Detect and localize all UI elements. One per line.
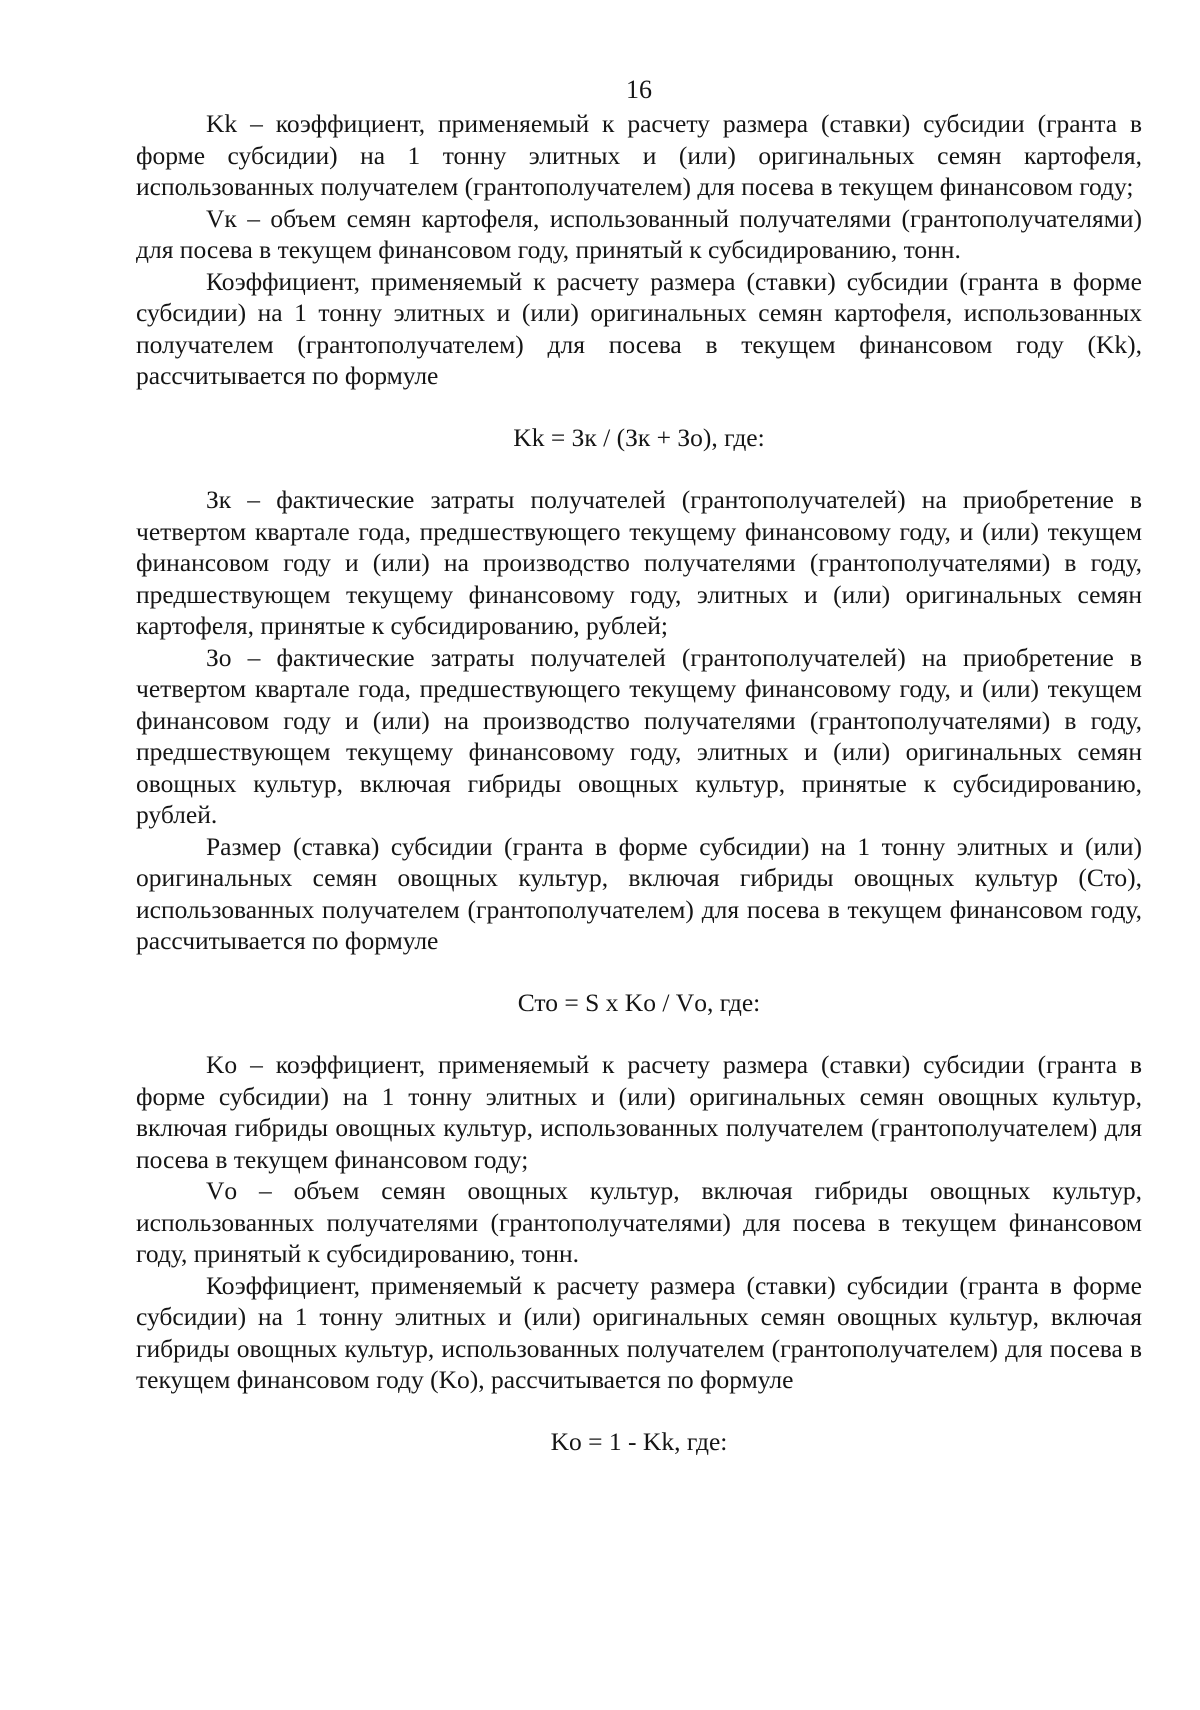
formula-ko: Kо = 1 - Kk, где: bbox=[550, 1426, 728, 1456]
definition-kk: Kk – коэффициент, применяемый к расчету размера (ставки) субсидии (гранта в форме субсидии) на 1 тонну элитных и (или) оригинальных семян картофеля, использованных получателем (грантополучателем) для посева в текущем финансовом году; bbox=[136, 109, 1142, 201]
definition-zo: Зо – фактические затраты получателей (грантополучателей) на приобретение в четвертом квартале года, предшествующего текущему финансовому году, и (или) текущем финансовом году и (или) на производство получателями (грантополучателями) в году, предшествующем текущему финансовому году, элитных и (или) оригинальных семян овощных культур, включая гибриды овощных культур, принятые к субсидированию, рублей. bbox=[136, 642, 1142, 829]
ko-intro: Коэффициент, применяемый к расчету размера (ставки) субсидии (гранта в форме субсидии) на 1 тонну элитных и (или) оригинальных семян овощных культур, включая гибриды овощных культур, использованных получателем (грантополучателем) для посева в текущем финансовом году (Kо), рассчитывается по формуле bbox=[136, 1270, 1142, 1394]
definition-ko: Kо – коэффициент, применяемый к расчету размера (ставки) субсидии (гранта в форме субсидии) на 1 тонну элитных и (или) оригинальных семян овощных культур, включая гибриды овощных культур, использованных получателем (грантополучателем) для посева в текущем финансовом году; bbox=[136, 1050, 1142, 1174]
kk-intro: Коэффициент, применяемый к расчету размера (ставки) субсидии (гранта в форме субсидии) на 1 тонну элитных и (или) оригинальных семян картофеля, использованных получателем (грантополучателем) для посева в текущем финансовом году (Kk), рассчитывается по формуле bbox=[136, 266, 1142, 390]
formula-kk: Kk = Зк / (Зк + Зо), где: bbox=[513, 422, 765, 452]
document-page bbox=[136, 74, 1142, 1457]
formula-cto: Сто = S x Kо / Vо, где: bbox=[517, 987, 761, 1017]
definition-vo: Vо – объем семян овощных культур, включая гибриды овощных культур, использованных получателями (грантополучателями) для посева в текущем финансовом году, принятый к субсидированию, тонн. bbox=[136, 1176, 1142, 1268]
definition-vk: Vк – объем семян картофеля, использованный получателями (грантополучателями) для посева в текущем финансовом году, принятый к субсидированию, тонн. bbox=[136, 203, 1142, 264]
page-number: 16 bbox=[626, 75, 652, 104]
definition-zk: Зк – фактические затраты получателей (грантополучателей) на приобретение в четвертом квартале года, предшествующего текущему финансовому году, и (или) текущем финансовом году и (или) на производство получателями (грантополучателями) в году, предшествующем текущему финансовому году, элитных и (или) оригинальных семян картофеля, принятые к субсидированию, рублей; bbox=[136, 485, 1142, 640]
cto-intro: Размер (ставка) субсидии (гранта в форме субсидии) на 1 тонну элитных и (или) оригинальных семян овощных культур, включая гибриды овощных культур (Сто), использованных получателем (грантополучателем) для посева в текущем финансовом году, рассчитывается по формуле bbox=[136, 831, 1142, 955]
